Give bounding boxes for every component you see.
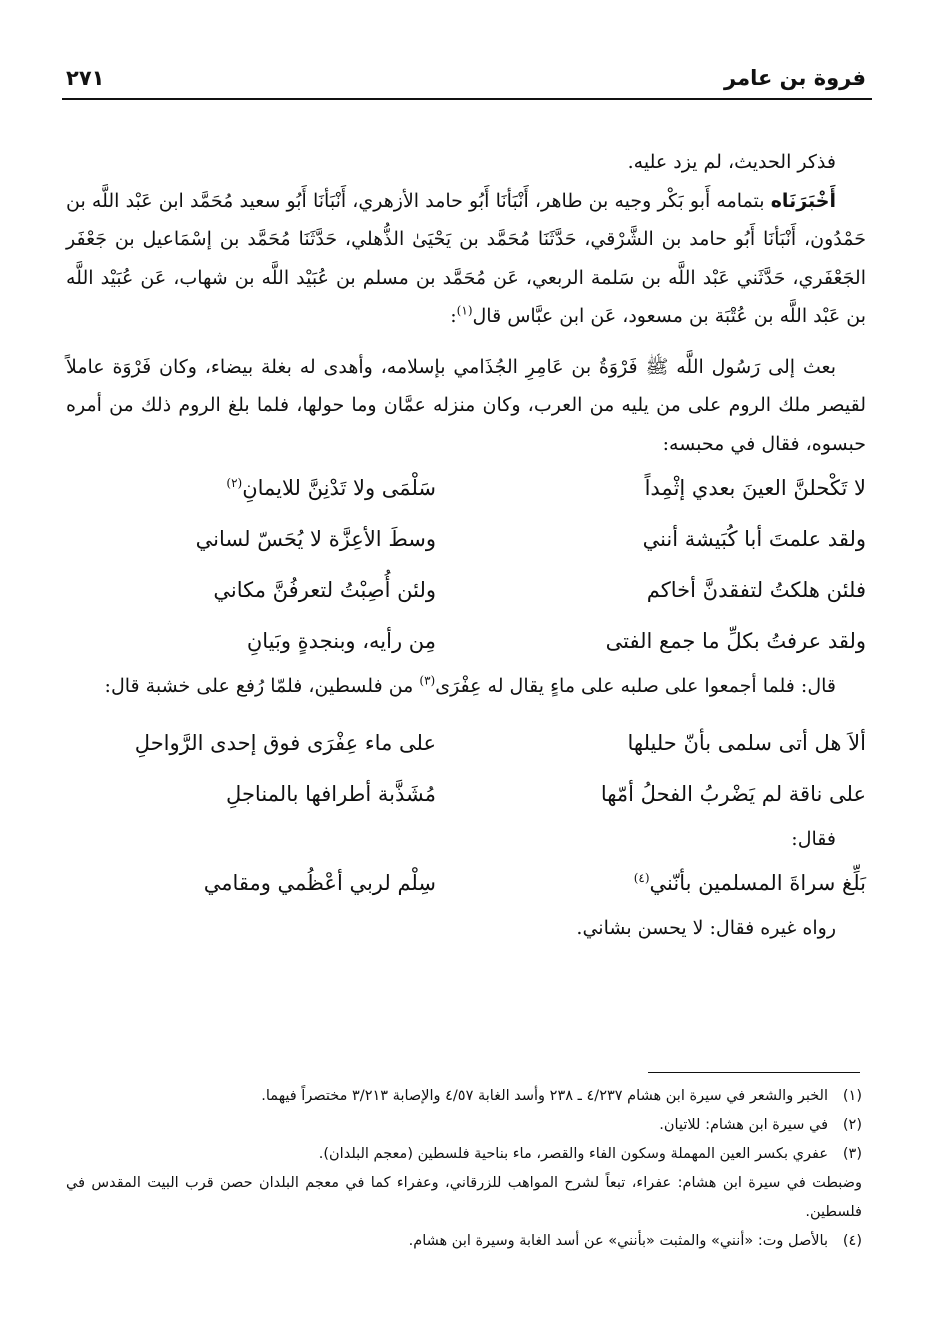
verse-line: [66, 514, 866, 565]
footnotes: [66, 1082, 862, 1256]
footnote-text: في سيرة ابن هشام: للاتيان.: [659, 1117, 828, 1133]
footnote-ref-4: (٤): [633, 871, 650, 885]
footnote: [66, 1111, 862, 1140]
hemistich-text: سَلْمَى ولا تَدْنِنَّ للايمانِ: [242, 476, 436, 500]
verse-first-hemistich: [496, 858, 866, 909]
faqal-line: فقال:: [791, 827, 836, 850]
riwaya-line: رواه غيره فقال: لا يحسن بشاني.: [576, 917, 836, 939]
verse-first-hemistich: فلئن هلكتُ لتفقدنَّ أخاكم: [646, 578, 866, 602]
verse-first-hemistich: ألاَ هل أتى سلمى بأنّ حليلها: [627, 730, 866, 755]
paragraph-text: من فلسطين، فلمّا رُفع على خشبة قال:: [104, 675, 420, 697]
poem-2: [66, 718, 866, 820]
isnad-text: بتمامه أَبو بَكْر وجيه بن طاهر، أَنْبَأنَا أَبُو حامد الأزهري، أَنْبَأنَا أَبُو سعيد مُحَمَّد ابن عَبْد اللَّه بن حَمْدُون، أَنْبَأنَا أَبُو حامد بن الشَّرْقي، حَدَّثَنَا مُحَمَّد بن يَحْيَىٰ الذُّهلي، حَدَّثَنَا مُحَمَّد بن إسْمَاعيل بن جَعْفَر الجَعْفَري، حَدَّثَني عَبْد اللَّه بن سَلمة الربعي، عَن مُحَمَّد بن مسلم بن عُبَيْد اللَّه بن شهاب، عَن عُبَيْد اللَّه بن عَبْد اللَّه بن عُتْبَة بن مسعود، عَن ابن عبَّاس قال: [66, 189, 866, 327]
page-number: ٢٧١: [66, 66, 105, 90]
footnote: [66, 1082, 862, 1111]
footnote-number: (١): [842, 1088, 862, 1104]
verse-line: [66, 463, 866, 514]
verse-second-hemistich: مِن رأيه، وبنجدةٍ وبَيانِ: [246, 629, 436, 653]
footnote: [66, 1227, 862, 1256]
footnote-continuation: [66, 1169, 862, 1227]
footnote-number: (٢): [842, 1117, 862, 1133]
poem-1: [66, 463, 866, 667]
footnote-number: (٤): [842, 1233, 862, 1249]
verse-second-hemistich: [66, 463, 436, 514]
opening-line: فذكر الحديث، لم يزد عليه.: [627, 151, 836, 173]
footnote-ref-1: (١): [456, 303, 473, 318]
main-text: [66, 143, 866, 948]
verse-first-hemistich: ولقد عرفتُ بكلِّ ما جمع الفتى: [605, 629, 866, 653]
footnote-text: عفري بكسر العين المهملة وسكون الفاء والقصر، ماء بناحية فلسطين (معجم البلدان).: [318, 1146, 828, 1162]
running-header: [62, 58, 872, 96]
verse-line: [66, 858, 866, 909]
footnote: [66, 1140, 862, 1169]
verse-line: [66, 769, 866, 820]
hemistich-text: بَلِّغ سراةَ المسلمين بأنّني: [649, 871, 866, 895]
verse-second-hemistich: على ماء عِفْرَى فوق إحدى الرَّواحلِ: [134, 730, 436, 755]
verse-line: [66, 616, 866, 667]
verse-line: [66, 718, 866, 769]
crucifixion-paragraph: [66, 667, 866, 706]
verse-second-hemistich: مُشَذَّبة أطرافها بالمناجلِ: [226, 781, 436, 806]
isnad-paragraph: [66, 182, 866, 336]
verse-first-hemistich: ولقد علمتَ أبا كُبَيشة أنني: [642, 527, 866, 551]
verse-first-hemistich: على ناقة لم يَضْربُ الفحلُ أمّها: [600, 781, 866, 806]
verse-second-hemistich: وسطَ الأعِزَّة لا يُحَسّ لساني: [195, 527, 436, 551]
isnad-lead: أَخْبَرَنَاه: [770, 189, 836, 212]
verse-line: [66, 565, 866, 616]
footnote-text: الخبر والشعر في سيرة ابن هشام ٤/٢٣٧ ـ ٢٣٨ وأسد الغابة ٤/٥٧ والإصابة ٣/٢١٣ مختصراً فيهما.: [261, 1088, 828, 1104]
footnote-text: بالأصل وت: «أنني» والمثبت «بأنني» عن أسد الغابة وسيرة ابن هشام.: [408, 1233, 828, 1249]
header-title: فروة بن عامر: [724, 66, 866, 90]
verse-second-hemistich: ولئن أُصِبْتُ لتعرفُنَّ مكاني: [213, 578, 436, 602]
footnote-number: (٣): [842, 1146, 862, 1162]
verse-first-hemistich: لا تَكْحلنَّ العينَ بعدي إثْمِداً: [644, 476, 866, 500]
footnote-ref-2: (٢): [226, 476, 243, 490]
paragraph-text: قال: فلما أجمعوا على صلبه على ماءٍ يقال له عِفْرَى: [435, 675, 836, 697]
footnote-ref-3: (٣): [419, 673, 436, 688]
footnote-rule: [648, 1072, 860, 1073]
story-paragraph: بعث إلى رَسُول اللَّه ﷺ فَرْوَةُ بن عَامِرِ الجُذَامي بإسلامه، وأهدى له بغلة بيضاء، وكان فَرْوَة عاملاً لقيصر ملك الروم على من يليه من العرب، وكان منزله عمَّان وما حولها، فلما بلغ الروم ذلك من أمره حبسوه، فقال في محبسه:: [66, 355, 866, 455]
isnad-end: :: [450, 305, 457, 327]
verse-second-hemistich: سِلْم لربي أعْظُمي ومقامي: [203, 871, 436, 895]
header-rule: [62, 98, 872, 100]
footnote-text: وضبطت في سيرة ابن هشام: عفراء، تبعاً لشرح المواهب للزرقاني، وعفراء كما في معجم البلدان حصن قرب البيت المقدس في فلسطين.: [66, 1175, 862, 1220]
